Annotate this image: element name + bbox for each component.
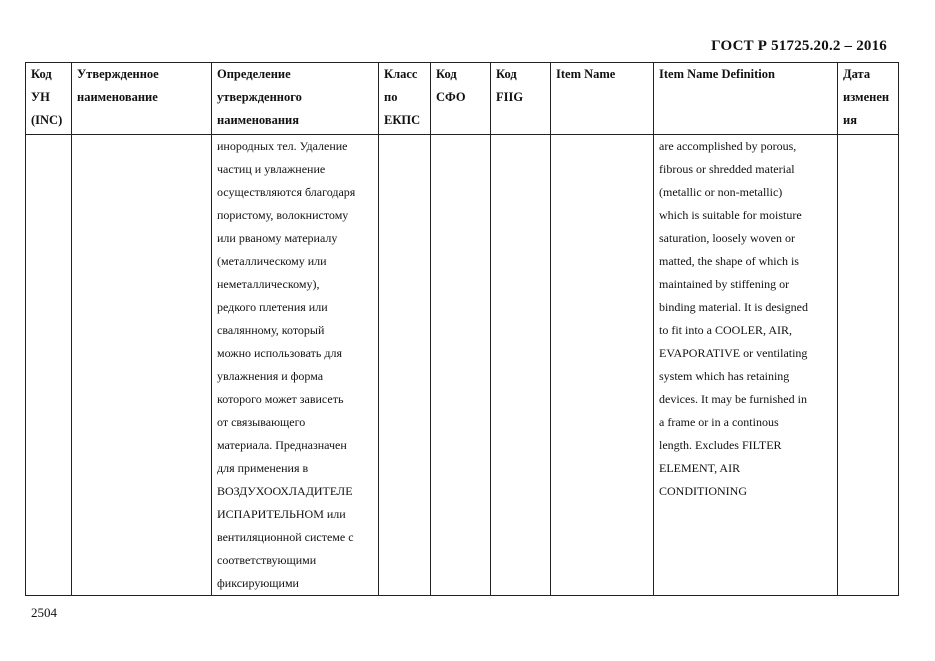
table-header-row <box>26 63 899 135</box>
header-change-date: Дата изменен ия <box>838 63 899 135</box>
header-approved-name: Утвержденное наименование <box>72 63 212 135</box>
header-class-ekps: Класс по ЕКПС <box>379 63 431 135</box>
header-item-name-definition: Item Name Definition <box>654 63 838 135</box>
cell-class-ekps <box>379 135 431 596</box>
header-item-name: Item Name <box>551 63 654 135</box>
page-number: 2504 <box>31 605 57 620</box>
cell-definition-ru: инородных тел. Удаление частиц и увлажнение осуществляются благодаря пористому, волокнистому или рваному материалу (металлическому или неметаллическому), редкого плетения или свалянному, который можно использовать для увлажнения и форма которого может зависеть от связывающего материала. Предназначен для применения в ВОЗДУХООХЛАДИТЕЛЕ ИСПАРИТЕЛЬНОМ или вентиляционной системе с соответствующими фиксирующими <box>212 135 379 596</box>
cell-definition-en: are accomplished by porous, fibrous or shredded material (metallic or non-metallic) which is suitable for moisture saturation, loosely woven or matted, the shape of which is maintained by stiffening or binding material. It is designed to fit into a COOLER, AIR, EVAPORATIVE or ventilating system which has retaining devices. It may be furnished in a frame or in a continous length. Excludes FILTER ELEMENT, AIR CONDITIONING <box>654 135 838 596</box>
cell-code-sfo <box>431 135 491 596</box>
cell-approved-name <box>72 135 212 596</box>
cell-inc-code <box>26 135 72 596</box>
catalog-table <box>25 62 899 596</box>
header-code-sfo: Код СФО <box>431 63 491 135</box>
document-standard-header: ГОСТ Р 51725.20.2 – 2016 <box>711 38 887 54</box>
header-code-fiig: Код FIIG <box>491 63 551 135</box>
cell-item-name <box>551 135 654 596</box>
header-definition-ru: Определение утвержденного наименования <box>212 63 379 135</box>
cell-change-date <box>838 135 899 596</box>
cell-code-fiig <box>491 135 551 596</box>
table-row <box>26 135 899 596</box>
header-inc-code: Код УН (INC) <box>26 63 72 135</box>
